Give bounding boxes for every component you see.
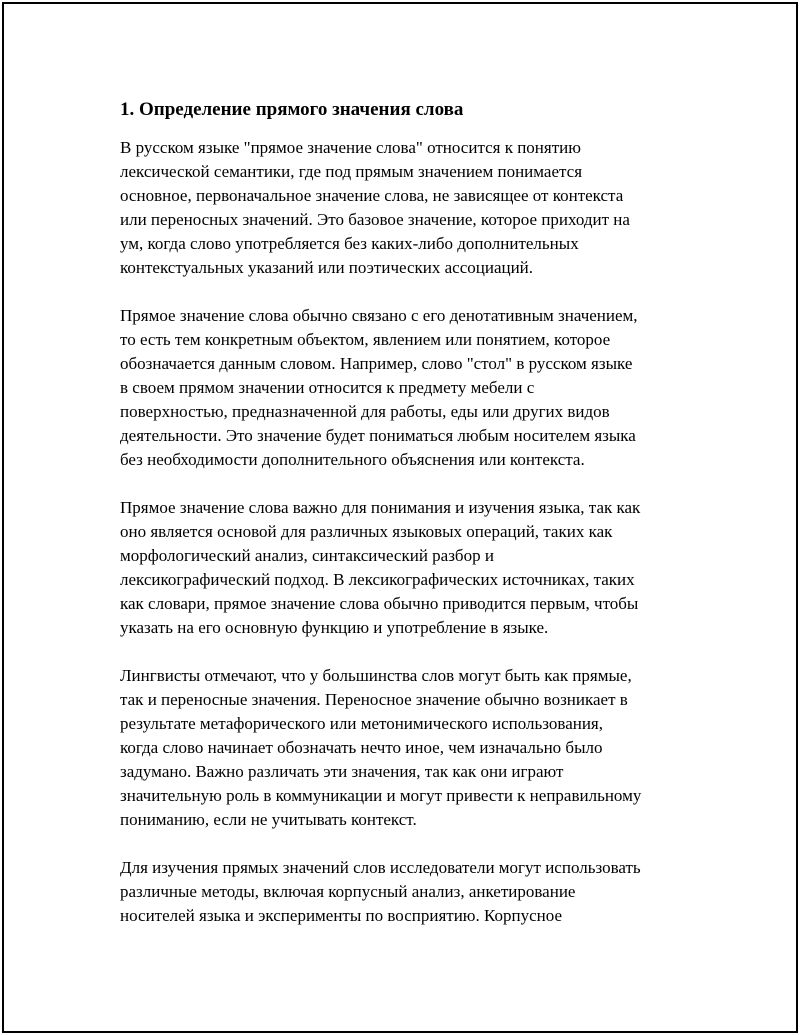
paragraph-1 xyxy=(120,136,700,280)
text-line: носителей языка и эксперименты по восприятию. Корпусное xyxy=(120,906,562,925)
document-content xyxy=(120,98,700,952)
text-line: как словари, прямое значение слова обычно приводится первым, чтобы xyxy=(120,594,639,613)
text-line: обозначается данным словом. Например, слово "стол" в русском языке xyxy=(120,354,633,373)
paragraph-2 xyxy=(120,304,700,472)
text-line: Для изучения прямых значений слов исследователи могут использовать xyxy=(120,858,641,877)
paragraph-4 xyxy=(120,664,700,832)
text-line: задумано. Важно различать эти значения, так как они играют xyxy=(120,762,564,781)
section-heading: 1. Определение прямого значения слова xyxy=(120,99,464,120)
text-line: указать на его основную функцию и употребление в языке. xyxy=(120,618,549,637)
text-line: Лингвисты отмечают, что у большинства слов могут быть как прямые, xyxy=(120,666,632,685)
text-line: поверхностью, предназначенной для работы, еды или других видов xyxy=(120,402,610,421)
text-line: результате метафорического или метонимического использования, xyxy=(120,714,604,733)
document-page xyxy=(2,2,798,1033)
text-line: так и переносные значения. Переносное значение обычно возникает в xyxy=(120,690,628,709)
text-line: без необходимости дополнительного объяснения или контекста. xyxy=(120,450,585,469)
text-line: Прямое значение слова обычно связано с его денотативным значением, xyxy=(120,306,638,325)
text-line: ум, когда слово употребляется без каких-либо дополнительных xyxy=(120,234,579,253)
text-line: основное, первоначальное значение слова, не зависящее от контекста xyxy=(120,186,624,205)
text-line: Прямое значение слова важно для понимания и изучения языка, так как xyxy=(120,498,641,517)
text-line: то есть тем конкретным объектом, явлением или понятием, которое xyxy=(120,330,611,349)
text-line: различные методы, включая корпусный анализ, анкетирование xyxy=(120,882,576,901)
text-line: оно является основой для различных языковых операций, таких как xyxy=(120,522,613,541)
text-line: морфологический анализ, синтаксический разбор и xyxy=(120,546,494,565)
paragraph-5 xyxy=(120,856,700,928)
paragraph-3 xyxy=(120,496,700,640)
text-line: лексической семантики, где под прямым значением понимается xyxy=(120,162,583,181)
text-line: в своем прямом значении относится к предмету мебели с xyxy=(120,378,535,397)
text-line: значительную роль в коммуникации и могут привести к неправильному xyxy=(120,786,642,805)
text-line: В русском языке "прямое значение слова" относится к понятию xyxy=(120,138,581,157)
text-line: когда слово начинает обозначать нечто иное, чем изначально было xyxy=(120,738,603,757)
text-line: контекстуальных указаний или поэтических ассоциаций. xyxy=(120,258,534,277)
text-line: деятельности. Это значение будет пониматься любым носителем языка xyxy=(120,426,636,445)
text-line: лексикографический подход. В лексикографических источниках, таких xyxy=(120,570,635,589)
text-line: или переносных значений. Это базовое значение, которое приходит на xyxy=(120,210,630,229)
text-line: пониманию, если не учитывать контекст. xyxy=(120,810,417,829)
